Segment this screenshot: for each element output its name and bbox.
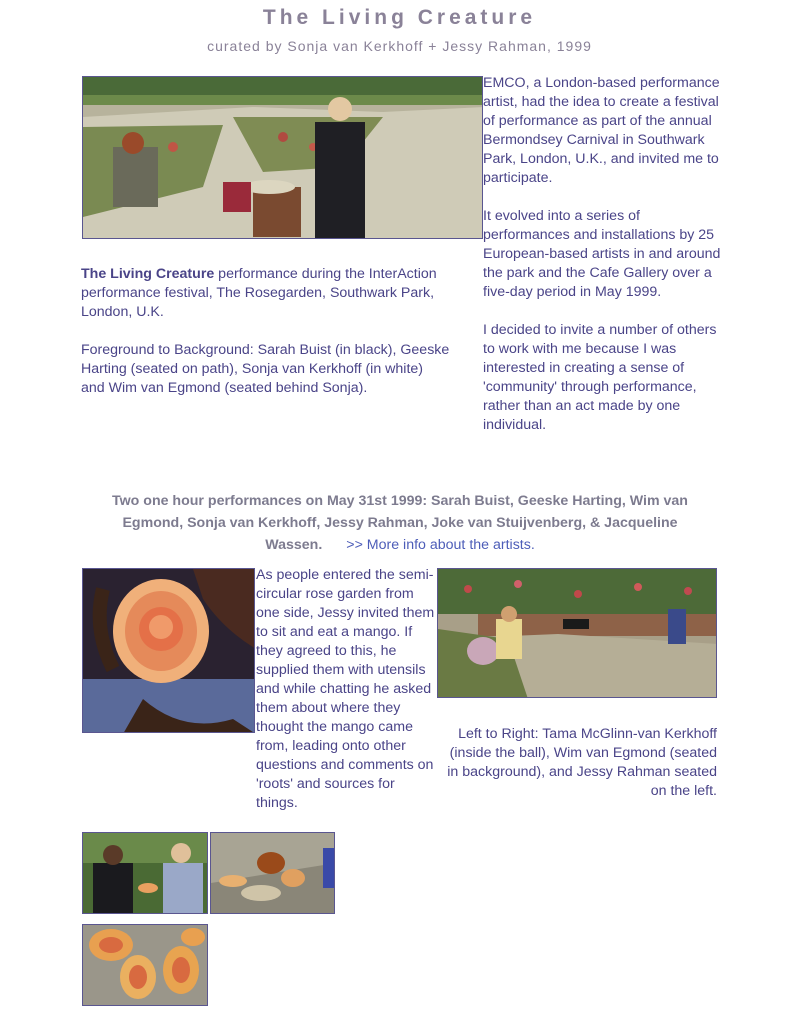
artists-info-link[interactable]: >> More info about the artists.	[346, 537, 535, 553]
page-subtitle: curated by Sonja van Kerkhoff + Jessy Rahman, 1999	[207, 38, 592, 54]
page-title: The Living Creature	[262, 6, 537, 29]
mango-text: As people entered the semi-circular rose garden from one side, Jessy invited them to sit and eat a mango. If they agreed to this, he supplied them with utensils and while chatting he asked them about where they thought the mango came from, leading onto other questions and comments on 'roots' and sources for things.	[256, 567, 435, 811]
intro-paragraph: I decided to invite a number of others to work with me because I was interested in creating a sense of 'community' through performance, rather than an act made by one individual.	[483, 322, 717, 433]
rose-garden-photo	[82, 76, 483, 239]
right-photo-caption: Left to Right: Tama McGlinn-van Kerkhoff (inside the ball), Wim van Egmond (seated in background), and Jessy Rahman seated on the left.	[447, 726, 717, 799]
intro-paragraph: EMCO, a London-based performance artist, had the idea to create a festival of performance as part of the annual Bermondsey Carnival in Southwark Park, London, U.K., and invited me to participate.	[483, 75, 720, 186]
mango-photo	[82, 568, 255, 733]
caption-credits: Foreground to Background: Sarah Buist (in black), Geeske Harting (seated on path), Sonja van Kerkhoff (in white)	[81, 342, 450, 377]
performances-text: Two one hour performances on May 31st 1999: Sarah Buist, Geeske Harting, Wim van Egmond, Sonja van Kerkhoff, Jessy Rahman, Joke van Stuijvenberg, & Jacqueline Wassen.	[112, 493, 688, 553]
semicircular-garden-photo	[437, 568, 717, 698]
caption-title: The Living Creature	[81, 266, 215, 282]
caption-description: performance during the InterAction performance festival, The Rosegarden, Southwark Park, London, U.K.	[81, 266, 437, 320]
thumbnail-people-photo[interactable]	[82, 832, 208, 914]
performances-note	[90, 490, 710, 556]
intro-paragraph: It evolved into a series of performances and installations by 25 European-based artists in and around the park and the Cafe Gallery over a five-day period in May 1999.	[483, 208, 721, 300]
thumbnail-mango-ground-photo[interactable]	[210, 832, 335, 914]
thumbnail-mango-halves-photo[interactable]	[82, 924, 208, 1006]
intro-text	[483, 74, 723, 435]
caption-credits-continued: and Wim van Egmond (seated behind Sonja).	[81, 380, 368, 396]
main-photo-caption	[81, 265, 466, 398]
